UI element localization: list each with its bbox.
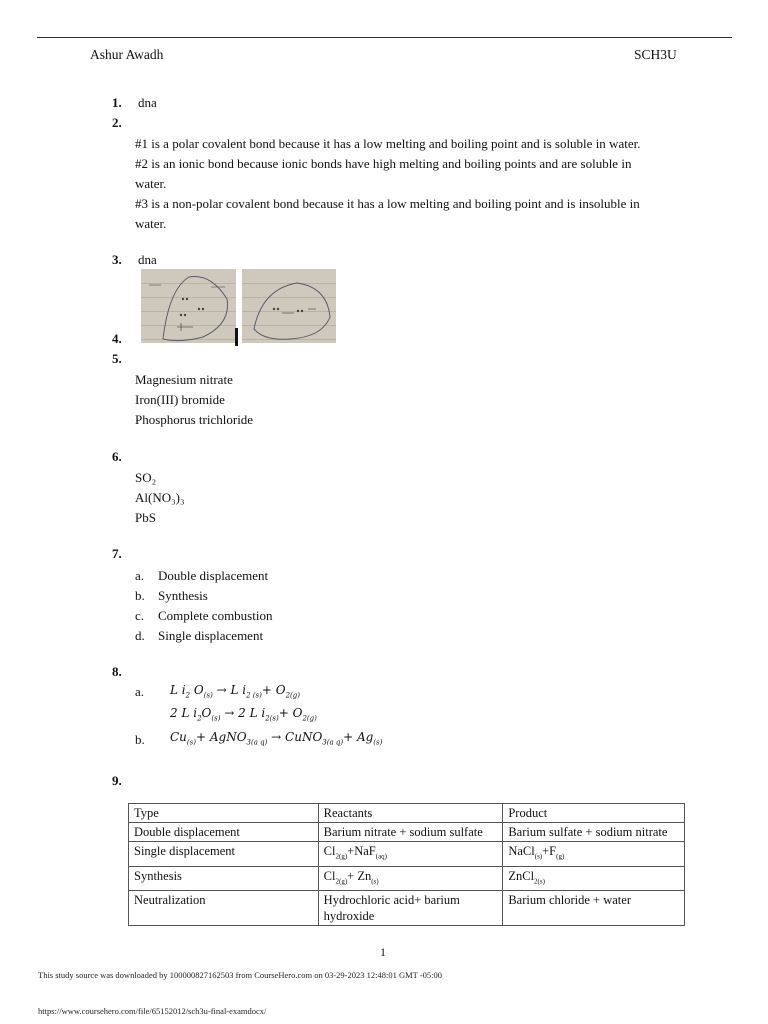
q7-number: 7. (112, 546, 122, 561)
q1-number: 1. (112, 95, 122, 110)
q5-answer-list (135, 370, 253, 430)
table-cell: $NaCl_{(s)}+F_{(g)}$ (503, 842, 685, 867)
q8-a-letter: a. (135, 684, 145, 699)
q2-line: water. (135, 176, 167, 191)
table-cell: Single displacement (129, 842, 319, 867)
table-cell: Hydrochloric acid+ barium hydroxide (318, 891, 503, 926)
q7-item-text: Complete combustion (158, 608, 273, 623)
q7-item (135, 566, 272, 586)
table-cell: Barium sulfate + sodium nitrate (503, 823, 685, 842)
download-notice: This study source was downloaded by 100000827162503 from CourseHero.com on 03-29-2023 12:48:01 GMT -05:00 (38, 970, 443, 980)
q7-item (135, 586, 272, 606)
text-cursor (235, 328, 238, 346)
table-cell: ZnCl$_{2(s)}$ (503, 866, 685, 891)
q9-number: 9. (112, 773, 122, 788)
q7-item (135, 626, 272, 646)
q7-item (135, 606, 272, 626)
page-number: 1 (380, 945, 386, 959)
course-code: SCH3U (634, 47, 677, 62)
q5-item: Magnesium nitrate (135, 372, 233, 387)
q7-item-letter: d. (135, 628, 145, 643)
q7-item-letter: c. (135, 608, 145, 623)
q7-item-text: Double displacement (158, 568, 269, 583)
q7-item-letter: a. (135, 568, 145, 583)
table-header-cell: Type (129, 804, 319, 823)
q6-item: PbS (135, 510, 156, 525)
table-row (129, 866, 685, 891)
lewis-diagram-photo-2 (242, 269, 336, 343)
q2-line: #3 is a non-polar covalent bond because it has a low melting and boiling point and is insoluble in (135, 196, 640, 211)
source-url[interactable]: https://www.coursehero.com/file/65152012/sch3u-final-examdocx/ (38, 1006, 267, 1016)
q5-item: Iron(III) bromide (135, 392, 225, 407)
q4-number: 4. (112, 331, 122, 346)
table-cell: Barium nitrate + sodium sulfate (318, 823, 503, 842)
author-name: Ashur Awadh (90, 47, 164, 62)
equation-balanced: 2 L $i_2O_{(s)} \to 2$ L $i_{2(s)}+ O_{2(g)}$ (170, 706, 317, 723)
q1-answer: dna (138, 95, 157, 110)
q6-item: Al(NO₃)₃ (135, 490, 185, 505)
table-cell: Neutralization (129, 891, 319, 926)
q7-answer-list (135, 566, 272, 646)
q3-answer: dna (138, 252, 157, 267)
table-row (129, 823, 685, 842)
q6-item: SO₂ (135, 470, 157, 485)
q8-b-letter: b. (135, 732, 145, 747)
q7-item-text: Single displacement (158, 628, 264, 643)
lewis-diagram-photo-1 (141, 269, 236, 343)
q5-item: Phosphorus trichloride (135, 412, 254, 427)
q2-number: 2. (112, 115, 122, 130)
q7-item-letter: b. (135, 588, 145, 603)
q5-number: 5. (112, 351, 122, 366)
q8-number: 8. (112, 664, 122, 679)
table-header-cell: Reactants (318, 804, 503, 823)
header-rule (37, 37, 732, 38)
table-cell: $Cl_{2(g)}+NaF_{(aq)}$ (318, 842, 503, 867)
q3-number: 3. (112, 252, 122, 267)
table-row (129, 891, 685, 926)
table-cell: Barium chloride + water (503, 891, 685, 926)
table-cell: Double displacement (129, 823, 319, 842)
table-cell: Synthesis (129, 866, 319, 891)
q2-line: #2 is an ionic bond because ionic bonds have high melting and boiling points and are soluble in (135, 156, 632, 171)
q7-item-text: Synthesis (158, 588, 208, 603)
equation-unbalanced: L $i_2$ $O_{(s)} \to L$ $i_{2 (s)}+ O_{2(g)}$ (170, 683, 300, 700)
q2-line: #1 is a polar covalent bond because it has a low melting and boiling point and is soluble in water. (135, 136, 641, 151)
q6-answer-list (135, 468, 185, 528)
table-header-row (129, 804, 685, 823)
q2-answer (135, 134, 640, 234)
table-cell: $Cl_{2(g)}+ Zn_{(s)}$ (318, 866, 503, 891)
table-header-cell: Product (503, 804, 685, 823)
table-row (129, 842, 685, 867)
q6-number: 6. (112, 449, 122, 464)
reaction-types-table (128, 803, 685, 926)
q2-line: water. (135, 216, 167, 231)
equation-single-displacement: $Cu_{(s)}+$ AgNO$_{3(a q)}$ → CuNO$_{3(a q)}$+ $Ag_{(s)}$ (170, 730, 383, 747)
